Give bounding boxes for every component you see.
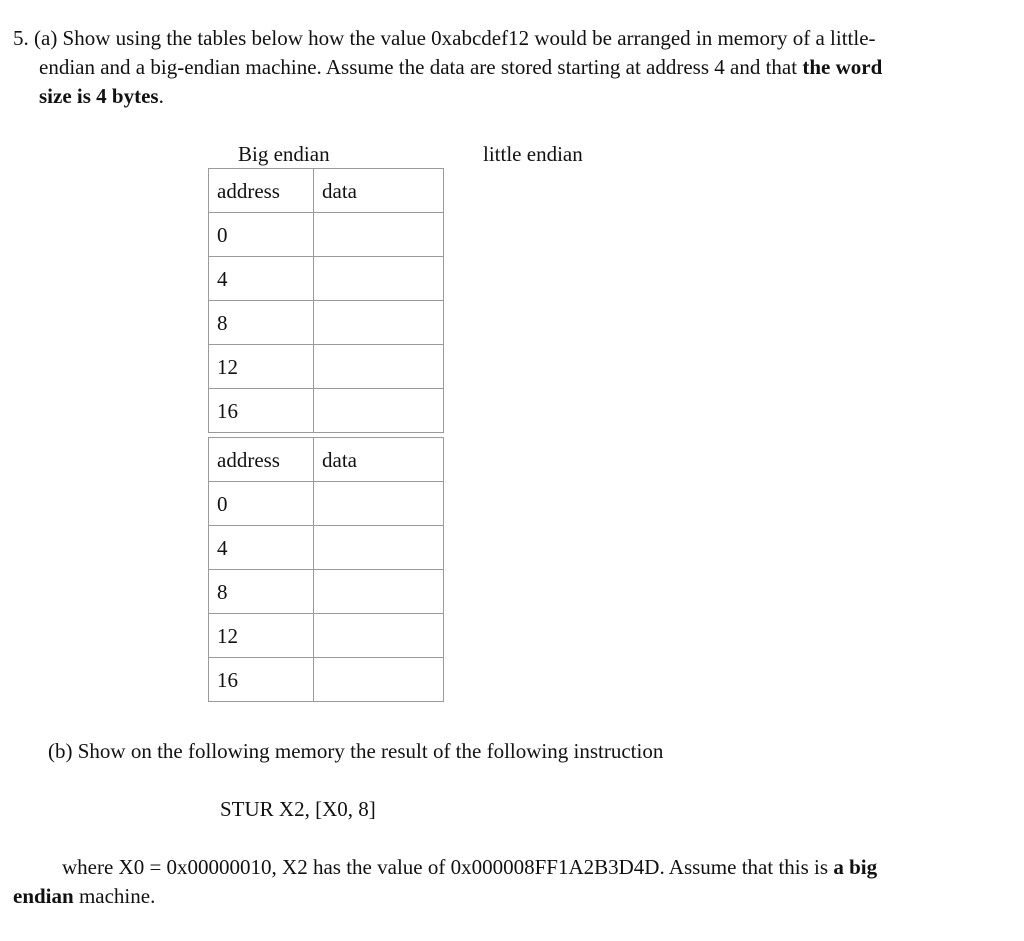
memory-table-2 bbox=[208, 437, 444, 702]
table-row bbox=[209, 301, 444, 345]
instruction-text: STUR X2, [X0, 8] bbox=[220, 797, 376, 821]
where-line-1-bold: a big bbox=[833, 855, 878, 879]
table-header-row bbox=[209, 438, 444, 482]
address-cell: 8 bbox=[209, 570, 314, 614]
data-cell[interactable] bbox=[314, 614, 444, 658]
table-row bbox=[209, 213, 444, 257]
address-cell: 16 bbox=[209, 658, 314, 702]
where-line-2-bold: endian bbox=[13, 884, 74, 908]
data-cell[interactable] bbox=[314, 570, 444, 614]
question-part-b: (b) Show on the following memory the result of the following instruction bbox=[48, 739, 664, 763]
table-row bbox=[209, 257, 444, 301]
address-cell: 12 bbox=[209, 614, 314, 658]
address-header: address bbox=[209, 169, 314, 213]
data-cell[interactable] bbox=[314, 345, 444, 389]
address-header: address bbox=[209, 438, 314, 482]
address-cell: 0 bbox=[209, 482, 314, 526]
where-line-1-text: where X0 = 0x00000010, X2 has the value of 0x000008FF1A2B3D4D. Assume that this is bbox=[62, 855, 834, 879]
question-part-a-line-2-bold: the word bbox=[802, 55, 883, 79]
where-line-1 bbox=[62, 853, 877, 882]
table-row bbox=[209, 614, 444, 658]
question-part-a-line-2-text: endian and a big-endian machine. Assume the data are stored starting at address 4 and that bbox=[39, 55, 803, 79]
question-part-a-line-2 bbox=[39, 53, 882, 82]
table-row bbox=[209, 526, 444, 570]
data-cell[interactable] bbox=[314, 257, 444, 301]
table-row bbox=[209, 482, 444, 526]
where-line-2 bbox=[13, 882, 155, 911]
data-header: data bbox=[314, 169, 444, 213]
table-row bbox=[209, 570, 444, 614]
data-cell[interactable] bbox=[314, 658, 444, 702]
question-part-a-line-3-bold: size is 4 bytes bbox=[39, 84, 159, 108]
address-cell: 12 bbox=[209, 345, 314, 389]
address-cell: 16 bbox=[209, 389, 314, 433]
data-cell[interactable] bbox=[314, 301, 444, 345]
address-cell: 4 bbox=[209, 257, 314, 301]
data-cell[interactable] bbox=[314, 526, 444, 570]
address-cell: 8 bbox=[209, 301, 314, 345]
table-row bbox=[209, 658, 444, 702]
question-part-a-line-1: 5. (a) Show using the tables below how the value 0xabcdef12 would be arranged in memory of a little- bbox=[13, 26, 876, 50]
address-cell: 0 bbox=[209, 213, 314, 257]
memory-table-1 bbox=[208, 168, 444, 433]
table-row bbox=[209, 389, 444, 433]
data-cell[interactable] bbox=[314, 213, 444, 257]
table-header-row bbox=[209, 169, 444, 213]
question-part-a-line-3 bbox=[39, 82, 164, 111]
data-header: data bbox=[314, 438, 444, 482]
data-cell[interactable] bbox=[314, 482, 444, 526]
caption-little-endian: little endian bbox=[483, 142, 583, 166]
caption-big-endian: Big endian bbox=[238, 142, 330, 166]
where-line-2-text: machine. bbox=[73, 884, 156, 908]
address-cell: 4 bbox=[209, 526, 314, 570]
table-row bbox=[209, 345, 444, 389]
question-part-a-line-3-text: . bbox=[158, 84, 164, 108]
data-cell[interactable] bbox=[314, 389, 444, 433]
